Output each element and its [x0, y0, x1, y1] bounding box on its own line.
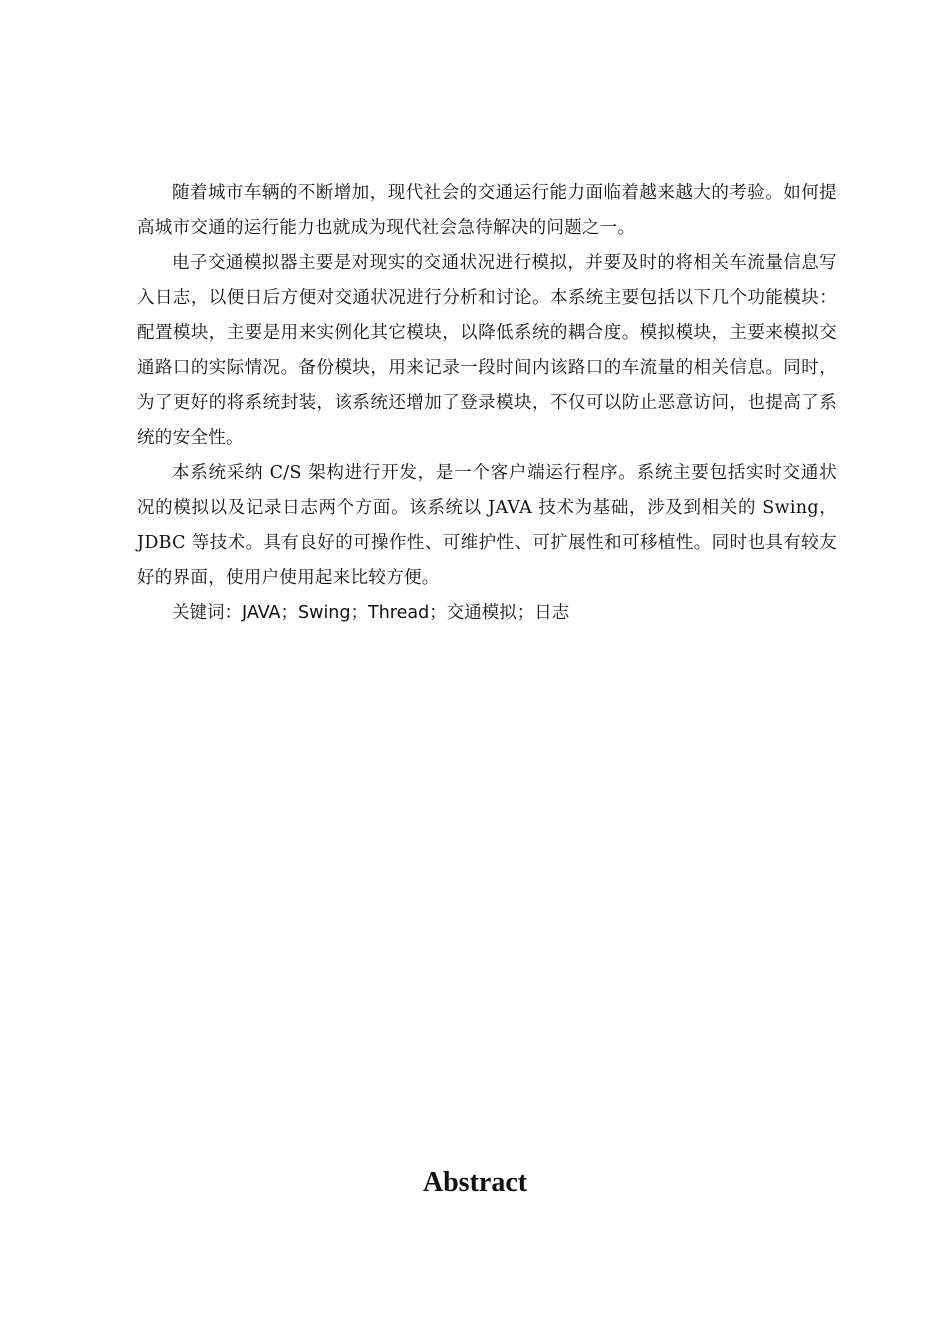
chinese-abstract-body [137, 176, 837, 631]
paragraph-intro: 随着城市车辆的不断增加，现代社会的交通运行能力面临着越来越大的考验。如何提高城市交通的运行能力也就成为现代社会急待解决的问题之一。 [137, 183, 837, 238]
paragraph-architecture: 本系统采纳 C/S 架构进行开发，是一个客户端运行程序。系统主要包括实时交通状况的模拟以及记录日志两个方面。该系统以 JAVA 技术为基础，涉及到相关的 Swing，JDBC 等技术。具有良好的可操作性、可维护性、可扩展性和可移植性。同时也具有较友好的界面，使用户使用起来比较方便。 [137, 463, 837, 588]
keywords-line: 关键词：JAVA；Swing；Thread；交通模拟；日志 [172, 603, 570, 623]
paragraph-modules: 电子交通模拟器主要是对现实的交通状况进行模拟，并要及时的将相关车流量信息写入日志，以便日后方便对交通状况进行分析和讨论。本系统主要包括以下几个功能模块：配置模块，主要是用来实例化其它模块，以降低系统的耦合度。模拟模块，主要来模拟交通路口的实际情况。备份模块，用来记录一段时间内该路口的车流量的相关信息。同时，为了更好的将系统封装，该系统还增加了登录模块，不仅可以防止恶意访问，也提高了系统的安全性。 [137, 253, 837, 448]
abstract-heading: Abstract [422, 1167, 528, 1198]
